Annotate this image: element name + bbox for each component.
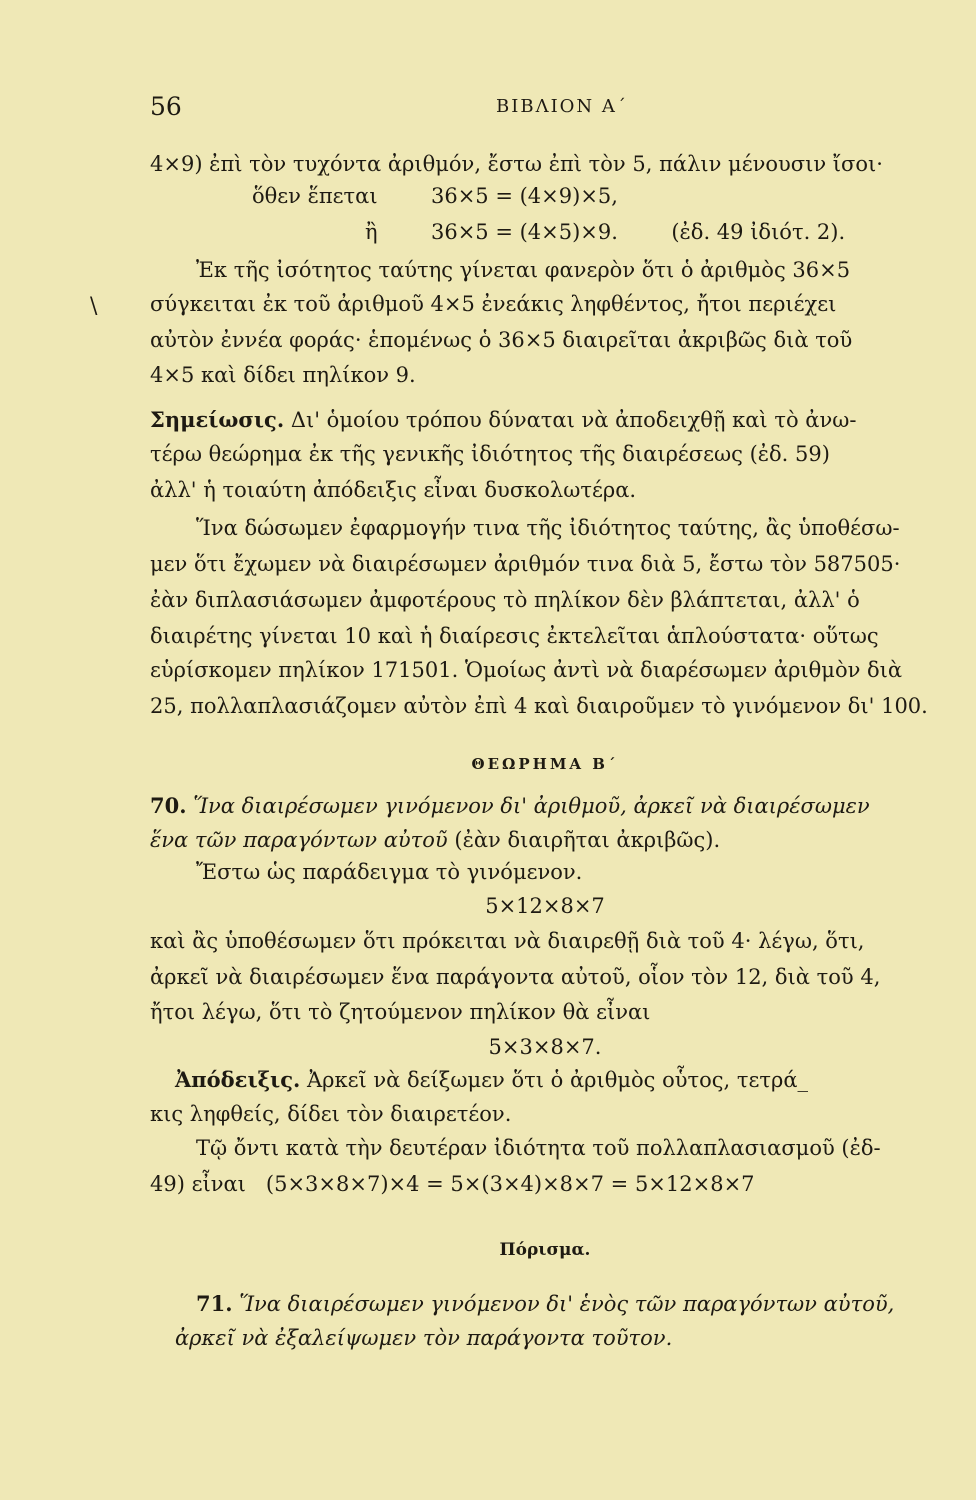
- note-label: Σημείωσις.: [150, 407, 285, 432]
- formula: 5×3×8×7.: [488, 1035, 602, 1059]
- text-line: σύγκειται ἐκ τοῦ ἀριθμοῦ 4×5 ἐνεάκις ληφθέντος, ἤτοι περιέχει: [150, 292, 837, 316]
- text-line: Ἵνα δώσωμεν ἐφαρμογήν τινα τῆς ἰδιότητος ταύτης, ἂς ὑποθέσω-: [196, 516, 900, 540]
- text-line: ἀρκεῖ νὰ ἐξαλείψωμεν τὸν παράγοντα τοῦτον.: [175, 1326, 673, 1350]
- running-head: ΒΙΒΛΙΟΝ Α΄: [496, 96, 628, 117]
- text-line: [175, 1066, 808, 1094]
- text-line: [196, 1290, 894, 1318]
- text-line: [150, 792, 870, 820]
- text-line: ὅθεν ἕπεται 36×5 = (4×9)×5,: [252, 184, 618, 208]
- text-line: ἀλλ' ἡ τοιαύτη ἀπόδειξις εἶναι δυσκολωτέρα.: [150, 478, 637, 502]
- theorem-text: ἕνα τῶν παραγόντων αὐτοῦ: [150, 828, 448, 852]
- theorem-number: 70.: [150, 793, 187, 818]
- corollary-heading: Πόρισμα.: [499, 1240, 591, 1260]
- text-line: Ἔστω ὡς παράδειγμα τὸ γινόμενον.: [196, 860, 583, 884]
- text-line: τέρω θεώρημα ἐκ τῆς γενικῆς ἰδιότητος τῆς διαιρέσεως (ἐδ. 59): [150, 442, 830, 466]
- text-line: Ἐκ τῆς ἰσότητος ταύτης γίνεται φανερὸν ὅτι ὁ ἀριθμὸς 36×5: [196, 258, 851, 282]
- theorem-text: Ἵνα διαιρέσωμεν γινόμενον δι' ἑνὸς τῶν παραγόντων αὐτοῦ,: [232, 1292, 895, 1316]
- text-line: 49) εἶναι (5×3×8×7)×4 = 5×(3×4)×8×7 = 5×12×8×7: [150, 1172, 755, 1196]
- note-text: Δι' ὁμοίου τρόπου δύναται νὰ ἀποδειχθῇ καὶ τὸ ἀνω-: [284, 408, 857, 432]
- theorem-heading: ΘΕΩΡΗΜΑ Β΄: [471, 755, 619, 773]
- page-header: [150, 92, 940, 126]
- text-line: μεν ὅτι ἔχωμεν νὰ διαιρέσωμεν ἀριθμόν τινα διὰ 5, ἔστω τὸν 587505·: [150, 552, 901, 576]
- text-line: 4×9) ἐπὶ τὸν τυχόντα ἀριθμόν, ἔστω ἐπὶ τὸν 5, πάλιν μένουσιν ἴσοι·: [150, 152, 883, 176]
- text-line: διαιρέτης γίνεται 10 καὶ ἡ διαίρεσις ἐκτελεῖται ἁπλούστατα· οὕτως: [150, 624, 879, 648]
- proof-text: Ἀρκεῖ νὰ δείξωμεν ὅτι ὁ ἀριθμὸς οὗτος, τετρά_: [300, 1068, 808, 1092]
- text-line: [150, 406, 856, 434]
- text-line: 25, πολλαπλασιάζομεν αὐτὸν ἐπὶ 4 καὶ διαιροῦμεν τὸ γινόμενον δι' 100.: [150, 694, 928, 718]
- text-line: ἀρκεῖ νὰ διαιρέσωμεν ἕνα παράγοντα αὐτοῦ, οἷον τὸν 12, διὰ τοῦ 4,: [150, 965, 881, 989]
- text-line: εὑρίσκομεν πηλίκον 171501. Ὁμοίως ἀντὶ νὰ διαρέσωμεν ἀριθμὸν διὰ: [150, 658, 903, 682]
- theorem-text: Ἵνα διαιρέσωμεν γινόμενον δι' ἀριθμοῦ, ἀρκεῖ νὰ διαιρέσωμεν: [186, 794, 870, 818]
- text-line: ἢ 36×5 = (4×5)×9. (ἐδ. 49 ἰδιότ. 2).: [365, 220, 846, 244]
- text-line: ἐὰν διπλασιάσωμεν ἀμφοτέρους τὸ πηλίκον δὲν βλάπτεται, ἀλλ' ὁ: [150, 588, 860, 612]
- proof-label: Ἀπόδειξις.: [175, 1067, 301, 1092]
- text-line: Τῷ ὄντι κατὰ τὴν δευτέραν ἰδιότητα τοῦ πολλαπλασιασμοῦ (ἐδ-: [196, 1136, 881, 1160]
- theorem-number: 71.: [196, 1291, 233, 1316]
- text-line: καὶ ἂς ὑποθέσωμεν ὅτι πρόκειται νὰ διαιρεθῇ διὰ τοῦ 4· λέγω, ὅτι,: [150, 929, 865, 953]
- text-line: ἤτοι λέγω, ὅτι τὸ ζητούμενον πηλίκον θὰ εἶναι: [150, 1000, 651, 1024]
- margin-mark: \: [90, 294, 98, 319]
- theorem-condition: (ἐὰν διαιρῆται ἀκριβῶς).: [447, 828, 721, 852]
- text-line: αὐτὸν ἐννέα φοράς· ἑπομένως ὁ 36×5 διαιρεῖται ἀκριβῶς διὰ τοῦ: [150, 328, 853, 352]
- text-line: 4×5 καὶ δίδει πηλίκον 9.: [150, 363, 416, 387]
- formula: 5×12×8×7: [485, 894, 605, 918]
- text-line: [150, 826, 720, 854]
- page-number: 56: [150, 92, 182, 121]
- text-line: κις ληφθείς, δίδει τὸν διαιρετέον.: [150, 1102, 512, 1126]
